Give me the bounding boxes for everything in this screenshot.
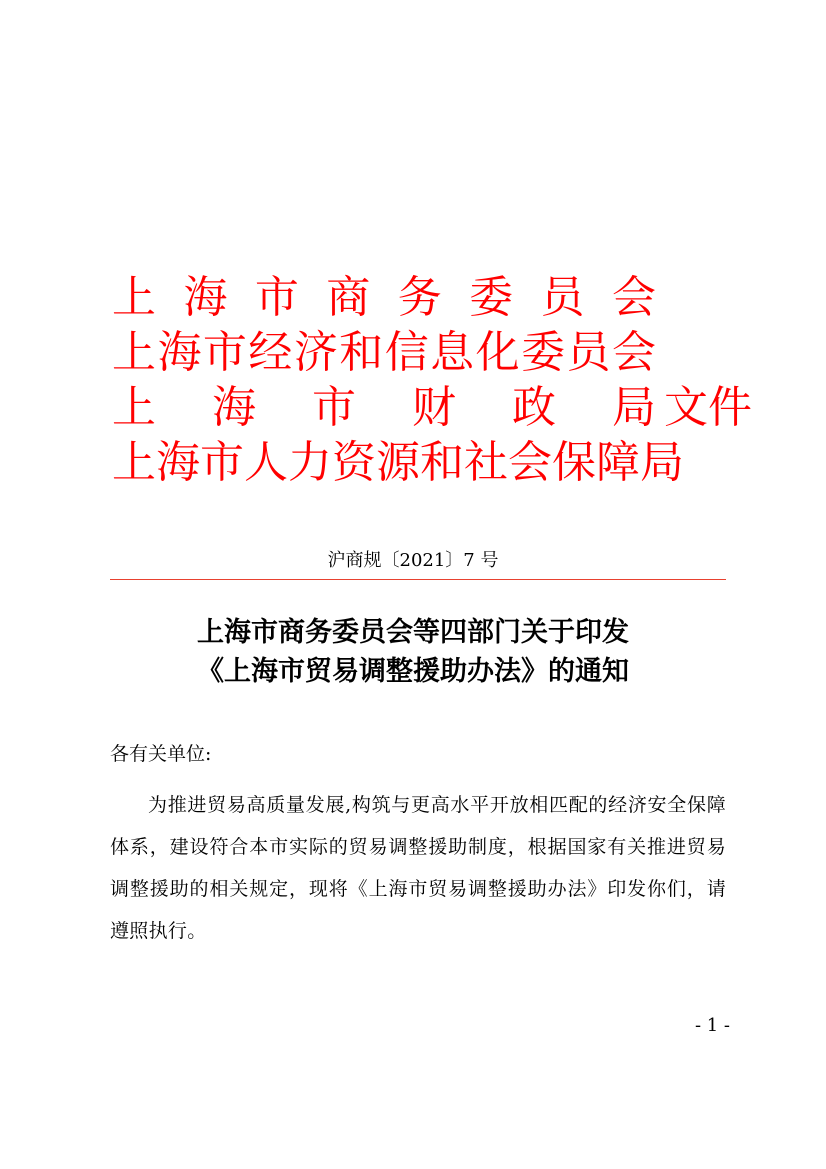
header-char: 资 — [332, 437, 376, 488]
header-char: 信 — [384, 327, 429, 378]
header-char: 经 — [248, 327, 293, 378]
header-char: 市 — [254, 272, 299, 323]
header-char: 济 — [293, 327, 338, 378]
header-char: 社 — [464, 437, 508, 488]
header-char: 障 — [596, 437, 640, 488]
issuer-header-economy — [112, 328, 656, 378]
header-char: 商 — [326, 272, 371, 323]
header-char: 市 — [202, 327, 247, 378]
document-title-line-1: 上海市商务委员会等四部门关于印发 — [197, 617, 629, 648]
issuer-header-commerce — [112, 273, 656, 323]
header-char: 务 — [397, 272, 442, 323]
header-char: 和 — [420, 437, 464, 488]
header-char: 局 — [640, 437, 684, 488]
header-char: 海 — [156, 437, 200, 488]
header-char: 海 — [183, 272, 228, 323]
header-char: 上 — [112, 437, 156, 488]
header-char: 会 — [611, 327, 656, 378]
header-char: 委 — [521, 327, 566, 378]
body-paragraph: 为推进贸易高质量发展,构筑与更高水平开放相匹配的经济安全保障体系，建设符合本市实际的贸易调整援助制度，根据国家有关推进贸易调整援助的相关规定，现将《上海市贸易调整援助办法》印发你们，请遵照执行。 — [110, 794, 726, 942]
header-char: 海 — [157, 327, 202, 378]
document-suffix: 文件 — [664, 382, 752, 433]
header-char: 委 — [469, 272, 514, 323]
header-char: 化 — [475, 327, 520, 378]
red-divider-line — [110, 579, 726, 580]
header-char: 上 — [112, 382, 156, 433]
header-char: 人 — [244, 437, 288, 488]
document-title-line-2: 《上海市贸易调整援助办法》的通知 — [197, 656, 629, 687]
header-char: 源 — [376, 437, 420, 488]
header-char: 息 — [430, 327, 475, 378]
header-char: 上 — [112, 327, 156, 378]
header-char: 政 — [512, 382, 556, 433]
header-char: 力 — [288, 437, 332, 488]
header-char: 保 — [552, 437, 596, 488]
document-number: 沪商规〔2021〕7 号 — [327, 550, 499, 571]
issuer-name-finance — [112, 383, 656, 433]
header-char: 上 — [112, 272, 156, 323]
issuer-header-hr — [112, 437, 684, 488]
header-char: 和 — [339, 327, 384, 378]
header-char: 市 — [312, 382, 356, 433]
page-number: - 1 - — [694, 1015, 730, 1036]
header-char: 财 — [412, 382, 456, 433]
header-char: 局 — [612, 382, 656, 433]
header-char: 员 — [540, 272, 585, 323]
header-char: 会 — [508, 437, 552, 488]
header-char: 员 — [566, 327, 611, 378]
header-char: 市 — [200, 437, 244, 488]
header-char: 会 — [611, 272, 656, 323]
salutation: 各有关单位: — [110, 743, 212, 765]
header-char: 海 — [212, 382, 256, 433]
issuer-header-finance — [112, 383, 752, 433]
